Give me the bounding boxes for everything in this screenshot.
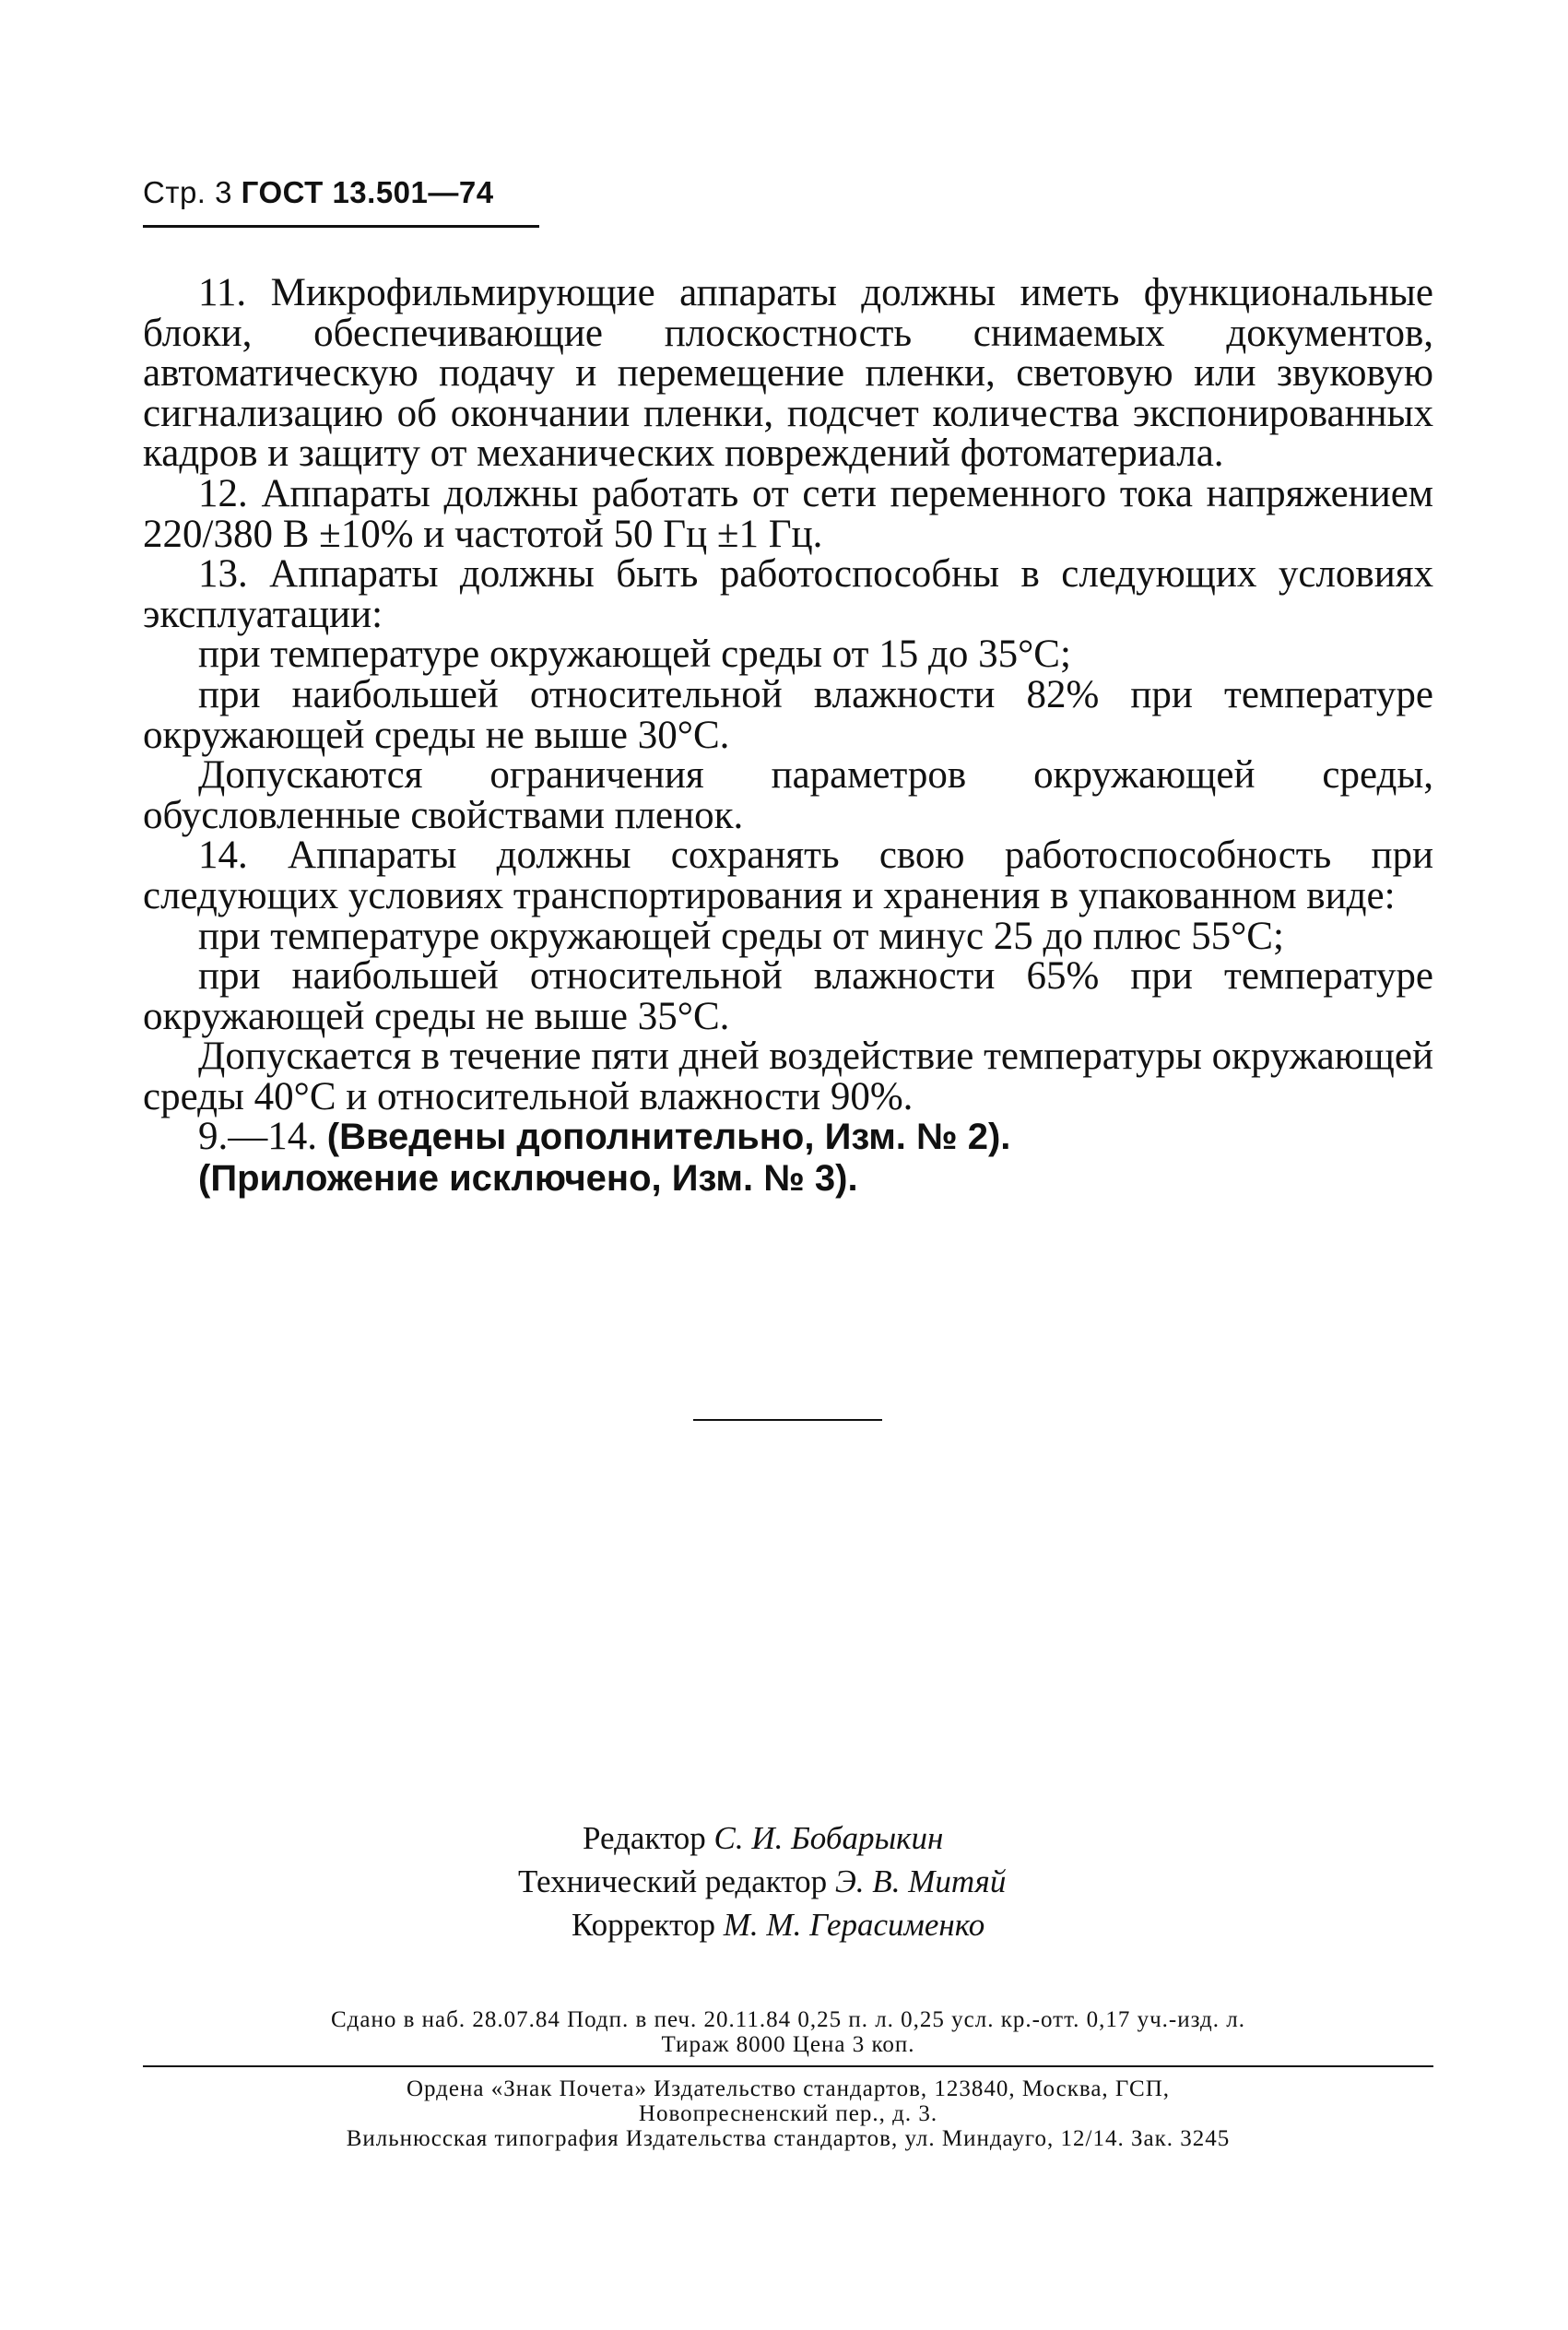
publisher-address: Новопресненский пер., д. 3. bbox=[638, 2101, 938, 2126]
condition-humidity-storage: при наибольшей относительной влажности 65% при температуре окружающей среды не выше 35°С. bbox=[143, 954, 1433, 1038]
standard-number: ГОСТ 13.501—74 bbox=[241, 175, 494, 209]
print-dates: Сдано в наб. 28.07.84 Подп. в печ. 20.11.84 0,25 п. л. 0,25 усл. кр.-отт. 0,17 уч.-изд. л. bbox=[330, 2007, 1246, 2032]
condition-five-days: Допускается в течение пяти дней воздействие температуры окружающей среды 40°С и относительной влажности 90%. bbox=[143, 1035, 1433, 1118]
condition-temperature-storage: при температуре окружающей среды от минус 25 до плюс 55°С; bbox=[198, 914, 1284, 958]
corrector-line bbox=[479, 1903, 1125, 1946]
amendment-prefix: 9.—14. bbox=[198, 1115, 327, 1159]
print-run: Тираж 8000 Цена 3 коп. bbox=[661, 2032, 915, 2057]
paragraph-13: 13. Аппараты должны быть работоспособны в следующих условиях эксплуатации: bbox=[143, 552, 1433, 636]
footer-divider bbox=[143, 2065, 1433, 2067]
condition-film-limits: Допускаются ограничения параметров окружающей среды, обусловленные свойствами пленок. bbox=[143, 753, 1433, 837]
condition-temperature-operation: при температуре окружающей среды от 15 до 35°С; bbox=[198, 633, 1071, 677]
appendix-note: (Приложение исключено, Изм. № 3). bbox=[198, 1158, 858, 1200]
tech-editor-line bbox=[479, 1860, 1125, 1903]
amendment-note bbox=[143, 1117, 1433, 1158]
page-label: Стр. 3 bbox=[143, 175, 232, 209]
paragraph-12: 12. Аппараты должны работать от сети переменного тока напряжением 220/380 В ±10% и частотой 50 Гц ±1 Гц. bbox=[143, 471, 1433, 556]
document-body bbox=[143, 273, 1433, 1200]
corrector-name: М. М. Герасименко bbox=[723, 1907, 985, 1943]
appendix-note-line bbox=[143, 1158, 1433, 1200]
amendment-text: (Введены дополнительно, Изм. № 2). bbox=[326, 1117, 1011, 1158]
paragraph-14: 14. Аппараты должны сохранять свою работоспособность при следующих условиях транспортирования и хранения в упакованном виде: bbox=[143, 834, 1433, 917]
tech-editor-name: Э. В. Митяй bbox=[834, 1863, 1007, 1899]
publisher-line: Ордена «Знак Почета» Издательство стандартов, 123840, Москва, ГСП, bbox=[406, 2076, 1171, 2101]
editor-label: Редактор bbox=[583, 1820, 706, 1856]
printing-house: Вильнюсская типография Издательства стандартов, ул. Миндауго, 12/14. Зак. 3245 bbox=[346, 2126, 1231, 2151]
publisher-info bbox=[143, 2076, 1433, 2151]
paragraph-11: 11. Микрофильмирующие аппараты должны иметь функциональные блоки, обеспечивающие плоскостность снимаемых документов, автоматическую подачу и перемещение пленки, световую или звуковую сигнализацию об окончании пленки, подсчет количества экспонированных кадров и защиту от механических повреждений фотоматериала. bbox=[143, 271, 1433, 476]
editor-line bbox=[479, 1816, 1125, 1860]
credits-block bbox=[479, 1816, 1125, 1946]
corrector-label: Корректор bbox=[572, 1907, 716, 1943]
tech-editor-label: Технический редактор bbox=[518, 1863, 828, 1899]
section-divider bbox=[693, 1419, 882, 1421]
page-header bbox=[143, 175, 494, 210]
condition-humidity-operation: при наибольшей относительной влажности 82% при температуре окружающей среды не выше 30°С. bbox=[143, 672, 1433, 757]
editor-name: С. И. Бобарыкин bbox=[713, 1820, 944, 1856]
print-data bbox=[143, 2007, 1433, 2057]
header-divider bbox=[143, 225, 539, 228]
